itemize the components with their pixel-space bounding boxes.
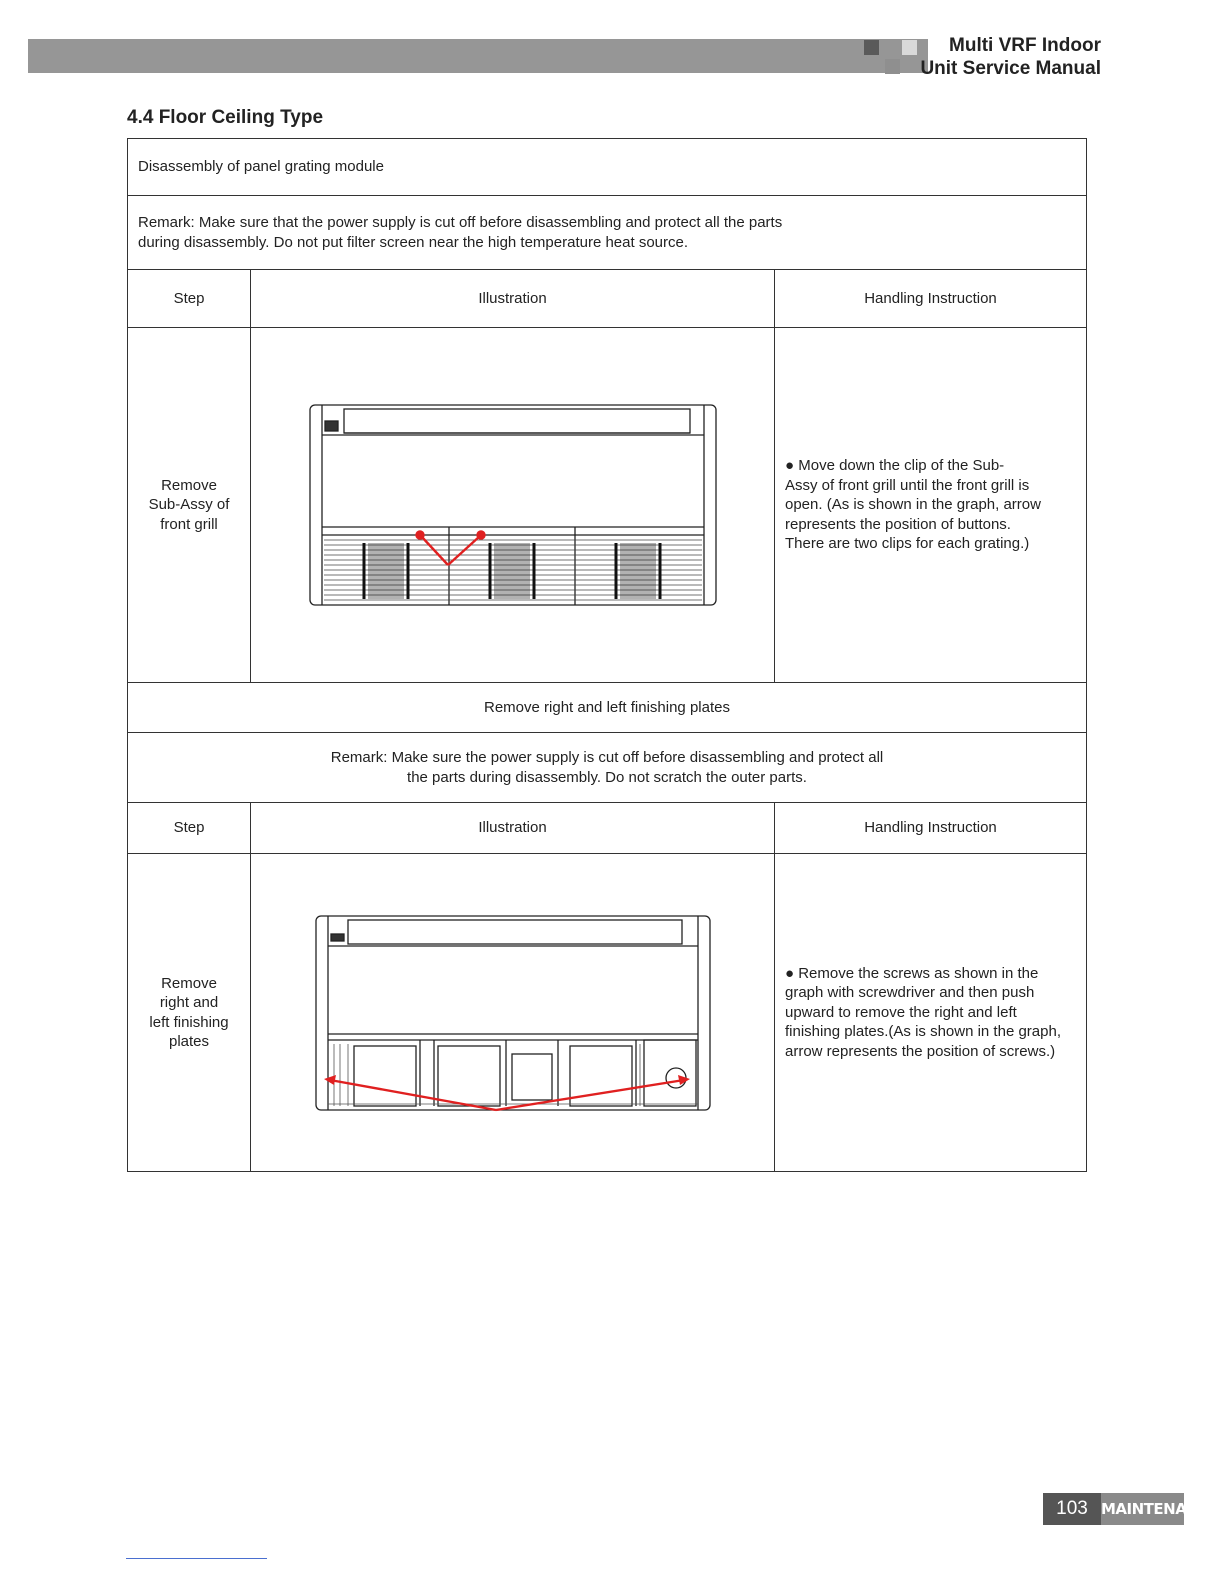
block1-remark-line1: Remark: Make sure that the power supply is cut off before disassembling and protect all the parts [138,214,783,231]
front-grill-diagram [308,403,718,607]
block2-heading: Remove right and left finishing plates [128,683,1087,733]
disassembly-table [127,138,1087,1172]
block2-instruction [775,854,1087,1172]
block2-remark [128,733,1087,803]
block1-instruction [775,328,1087,683]
header-square-mid [885,59,900,74]
block2-instruction-line4: finishing plates.(As is shown in the graph, [785,1023,1061,1041]
block2-col-illustration: Illustration [251,803,775,854]
block2-illustration [251,854,775,1172]
header-square-light [902,40,917,55]
finishing-plates-diagram [314,914,712,1112]
block1-col-illustration: Illustration [251,270,775,328]
block1-col-step: Step [128,270,251,328]
block1-instruction-line1: ● Move down the clip of the Sub- [785,457,1005,475]
block2-remark-line2: the parts during disassembly. Do not scratch the outer parts. [407,768,807,786]
block1-instruction-line5: There are two clips for each grating.) [785,535,1030,553]
block2-instruction-line5: arrow represents the position of screws.) [785,1042,1056,1060]
block2-step-line3: left finishing [149,1013,229,1031]
block2-step-line2: right and [159,994,219,1011]
block1-step-line2: Sub-Assy of [148,496,230,514]
header-square-dark [864,40,879,55]
block2-col-step: Step [128,803,251,854]
block1-remark [128,196,1087,270]
manual-title [920,34,1101,80]
block1-col-instruction: Handling Instruction [775,270,1087,328]
block1-heading: Disassembly of panel grating module [128,139,1087,196]
block2-step-line4: plates [168,1033,210,1050]
block2-remark-line1: Remark: Make sure the power supply is cut off before disassembling and protect all [330,749,884,766]
manual-title-line2: Unit Service Manual [920,58,1101,79]
block2-instruction-line3: upward to remove the right and left [785,1003,1017,1021]
block1-step-line1: Remove [161,476,217,494]
section-title: 4.4 Floor Ceiling Type [127,107,324,128]
block2-step [128,854,251,1172]
block1-step-line3: front grill [160,515,218,533]
footer-divider [126,1558,267,1559]
block2-step-line1: Remove [161,974,217,992]
block1-instruction-line4: represents the position of buttons. [785,515,1011,533]
block2-col-instruction: Handling Instruction [775,803,1087,854]
page-number: 103 [1043,1493,1101,1525]
block1-remark-line2: during disassembly. Do not put filter screen near the high temperature heat source. [138,233,689,251]
block1-step [128,328,251,683]
block1-instruction-line3: open. (As is shown in the graph, arrow [785,496,1041,514]
block2-instruction-line2: graph with screwdriver and then push [785,984,1035,1002]
block1-illustration [251,328,775,683]
section-label: MAINTENANCE [1101,1493,1184,1525]
block2-instruction-line1: ● Remove the screws as shown in the [785,964,1039,982]
block1-instruction-line2: Assy of front grill until the front grill is [785,476,1030,494]
header-bar [28,39,928,73]
manual-title-line1: Multi VRF Indoor [949,35,1101,56]
